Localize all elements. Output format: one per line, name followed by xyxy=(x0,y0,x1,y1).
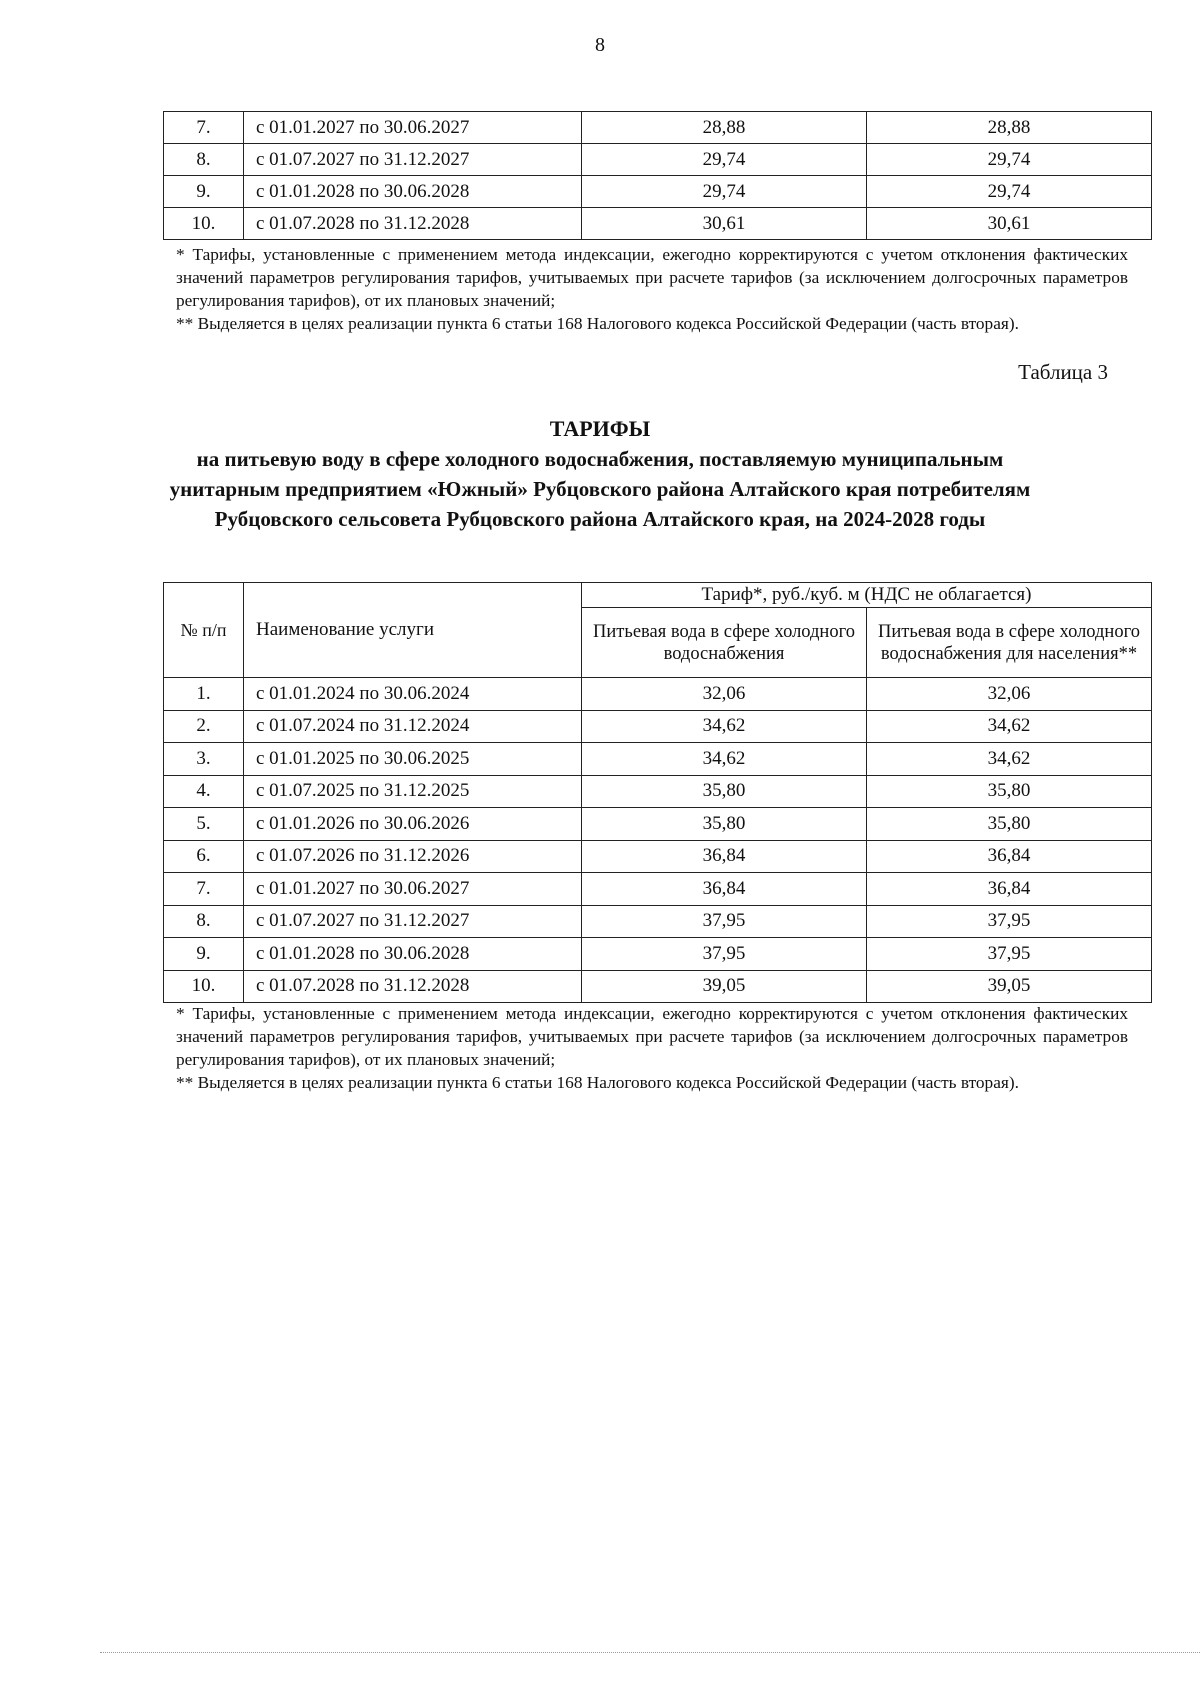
row-period: с 01.01.2027 по 30.06.2027 xyxy=(244,873,582,906)
row-number: 6. xyxy=(164,840,244,873)
title-subtitle: на питьевую воду в сфере холодного водоснабжения, поставляемую муниципальным унитарным предприятием «Южный» Рубцовского района Алтайского края потребителям Рубцовского сельсовета Рубцовского района Алтайского края, на 2024-2028 годы xyxy=(169,447,1031,531)
header-col-water-population: Питьевая вода в сфере холодного водоснабжения для населения** xyxy=(867,608,1152,678)
row-period: с 01.07.2026 по 31.12.2026 xyxy=(244,840,582,873)
table-row xyxy=(164,938,1152,971)
page-number: 8 xyxy=(595,34,605,56)
row-period: с 01.01.2027 по 30.06.2027 xyxy=(244,112,582,144)
row-tariff-population: 29,74 xyxy=(867,176,1152,208)
table-row xyxy=(164,743,1152,776)
row-tariff-water: 34,62 xyxy=(582,710,867,743)
tariff-table-continued-body xyxy=(164,112,1152,240)
table-row xyxy=(164,905,1152,938)
table-row xyxy=(164,144,1152,176)
bottom-scan-edge xyxy=(100,1652,1200,1653)
row-tariff-population: 30,61 xyxy=(867,208,1152,240)
row-tariff-population: 39,05 xyxy=(867,970,1152,1003)
tariff-table xyxy=(163,582,1152,1003)
tariff-table-continued xyxy=(163,111,1152,240)
row-period: с 01.07.2027 по 31.12.2027 xyxy=(244,144,582,176)
table-label: Таблица 3 xyxy=(1018,360,1108,384)
row-number: 9. xyxy=(164,176,244,208)
row-tariff-population: 35,80 xyxy=(867,808,1152,841)
row-number: 2. xyxy=(164,710,244,743)
footnote-indexation: * Тарифы, установленные с применением метода индексации, ежегодно корректируются с учетом отклонения фактических значений параметров регулирования тарифов, учитываемых при расчете тарифов (за исключением долгосрочных параметров регулирования тарифов), от их плановых значений; xyxy=(176,245,1128,310)
table-row xyxy=(164,873,1152,906)
row-tariff-population: 28,88 xyxy=(867,112,1152,144)
row-number: 1. xyxy=(164,678,244,711)
row-number: 3. xyxy=(164,743,244,776)
table-row xyxy=(164,176,1152,208)
header-number: № п/п xyxy=(164,583,244,678)
header-service-name: Наименование услуги xyxy=(244,583,582,678)
row-tariff-population: 32,06 xyxy=(867,678,1152,711)
row-number: 9. xyxy=(164,938,244,971)
row-tariff-water: 32,06 xyxy=(582,678,867,711)
header-col-water: Питьевая вода в сфере холодного водоснабжения xyxy=(582,608,867,678)
footnotes-top xyxy=(176,243,1128,335)
row-period: с 01.07.2028 по 31.12.2028 xyxy=(244,208,582,240)
row-period: с 01.01.2028 по 30.06.2028 xyxy=(244,938,582,971)
table-row xyxy=(164,112,1152,144)
tariff-table-body xyxy=(164,678,1152,1003)
header-tariff-group: Тариф*, руб./куб. м (НДС не облагается) xyxy=(582,583,1152,608)
row-number: 5. xyxy=(164,808,244,841)
row-tariff-water: 35,80 xyxy=(582,775,867,808)
row-number: 8. xyxy=(164,144,244,176)
row-tariff-water: 29,74 xyxy=(582,176,867,208)
table-row xyxy=(164,208,1152,240)
row-period: с 01.01.2026 по 30.06.2026 xyxy=(244,808,582,841)
row-period: с 01.01.2024 по 30.06.2024 xyxy=(244,678,582,711)
table-title xyxy=(150,414,1050,534)
row-tariff-water: 39,05 xyxy=(582,970,867,1003)
row-period: с 01.07.2025 по 31.12.2025 xyxy=(244,775,582,808)
row-tariff-population: 36,84 xyxy=(867,840,1152,873)
row-number: 10. xyxy=(164,970,244,1003)
table-row xyxy=(164,970,1152,1003)
table-row xyxy=(164,775,1152,808)
footnote-vat: ** Выделяется в целях реализации пункта 6 статьи 168 Налогового кодекса Российской Федерации (часть вторая). xyxy=(176,314,1019,333)
row-period: с 01.07.2027 по 31.12.2027 xyxy=(244,905,582,938)
row-tariff-population: 34,62 xyxy=(867,710,1152,743)
row-number: 7. xyxy=(164,873,244,906)
row-tariff-population: 35,80 xyxy=(867,775,1152,808)
footnote-indexation: * Тарифы, установленные с применением метода индексации, ежегодно корректируются с учетом отклонения фактических значений параметров регулирования тарифов, учитываемых при расчете тарифов (за исключением долгосрочных параметров регулирования тарифов), от их плановых значений; xyxy=(176,1004,1128,1069)
row-tariff-population: 36,84 xyxy=(867,873,1152,906)
table-row xyxy=(164,840,1152,873)
row-period: с 01.01.2028 по 30.06.2028 xyxy=(244,176,582,208)
row-tariff-water: 36,84 xyxy=(582,840,867,873)
row-period: с 01.07.2024 по 31.12.2024 xyxy=(244,710,582,743)
row-tariff-water: 29,74 xyxy=(582,144,867,176)
table-row xyxy=(164,678,1152,711)
row-number: 8. xyxy=(164,905,244,938)
row-tariff-water: 35,80 xyxy=(582,808,867,841)
row-period: с 01.01.2025 по 30.06.2025 xyxy=(244,743,582,776)
row-tariff-water: 37,95 xyxy=(582,905,867,938)
row-tariff-population: 34,62 xyxy=(867,743,1152,776)
footnotes-main xyxy=(176,1002,1128,1094)
footnote-vat: ** Выделяется в целях реализации пункта 6 статьи 168 Налогового кодекса Российской Федерации (часть вторая). xyxy=(176,1073,1019,1092)
row-number: 10. xyxy=(164,208,244,240)
row-period: с 01.07.2028 по 31.12.2028 xyxy=(244,970,582,1003)
row-number: 4. xyxy=(164,775,244,808)
row-tariff-water: 37,95 xyxy=(582,938,867,971)
row-tariff-water: 30,61 xyxy=(582,208,867,240)
table-row xyxy=(164,808,1152,841)
row-tariff-water: 28,88 xyxy=(582,112,867,144)
row-tariff-water: 36,84 xyxy=(582,873,867,906)
table-row xyxy=(164,710,1152,743)
row-tariff-population: 37,95 xyxy=(867,938,1152,971)
row-tariff-population: 29,74 xyxy=(867,144,1152,176)
title-main: ТАРИФЫ xyxy=(549,416,651,441)
row-tariff-water: 34,62 xyxy=(582,743,867,776)
row-tariff-population: 37,95 xyxy=(867,905,1152,938)
row-number: 7. xyxy=(164,112,244,144)
